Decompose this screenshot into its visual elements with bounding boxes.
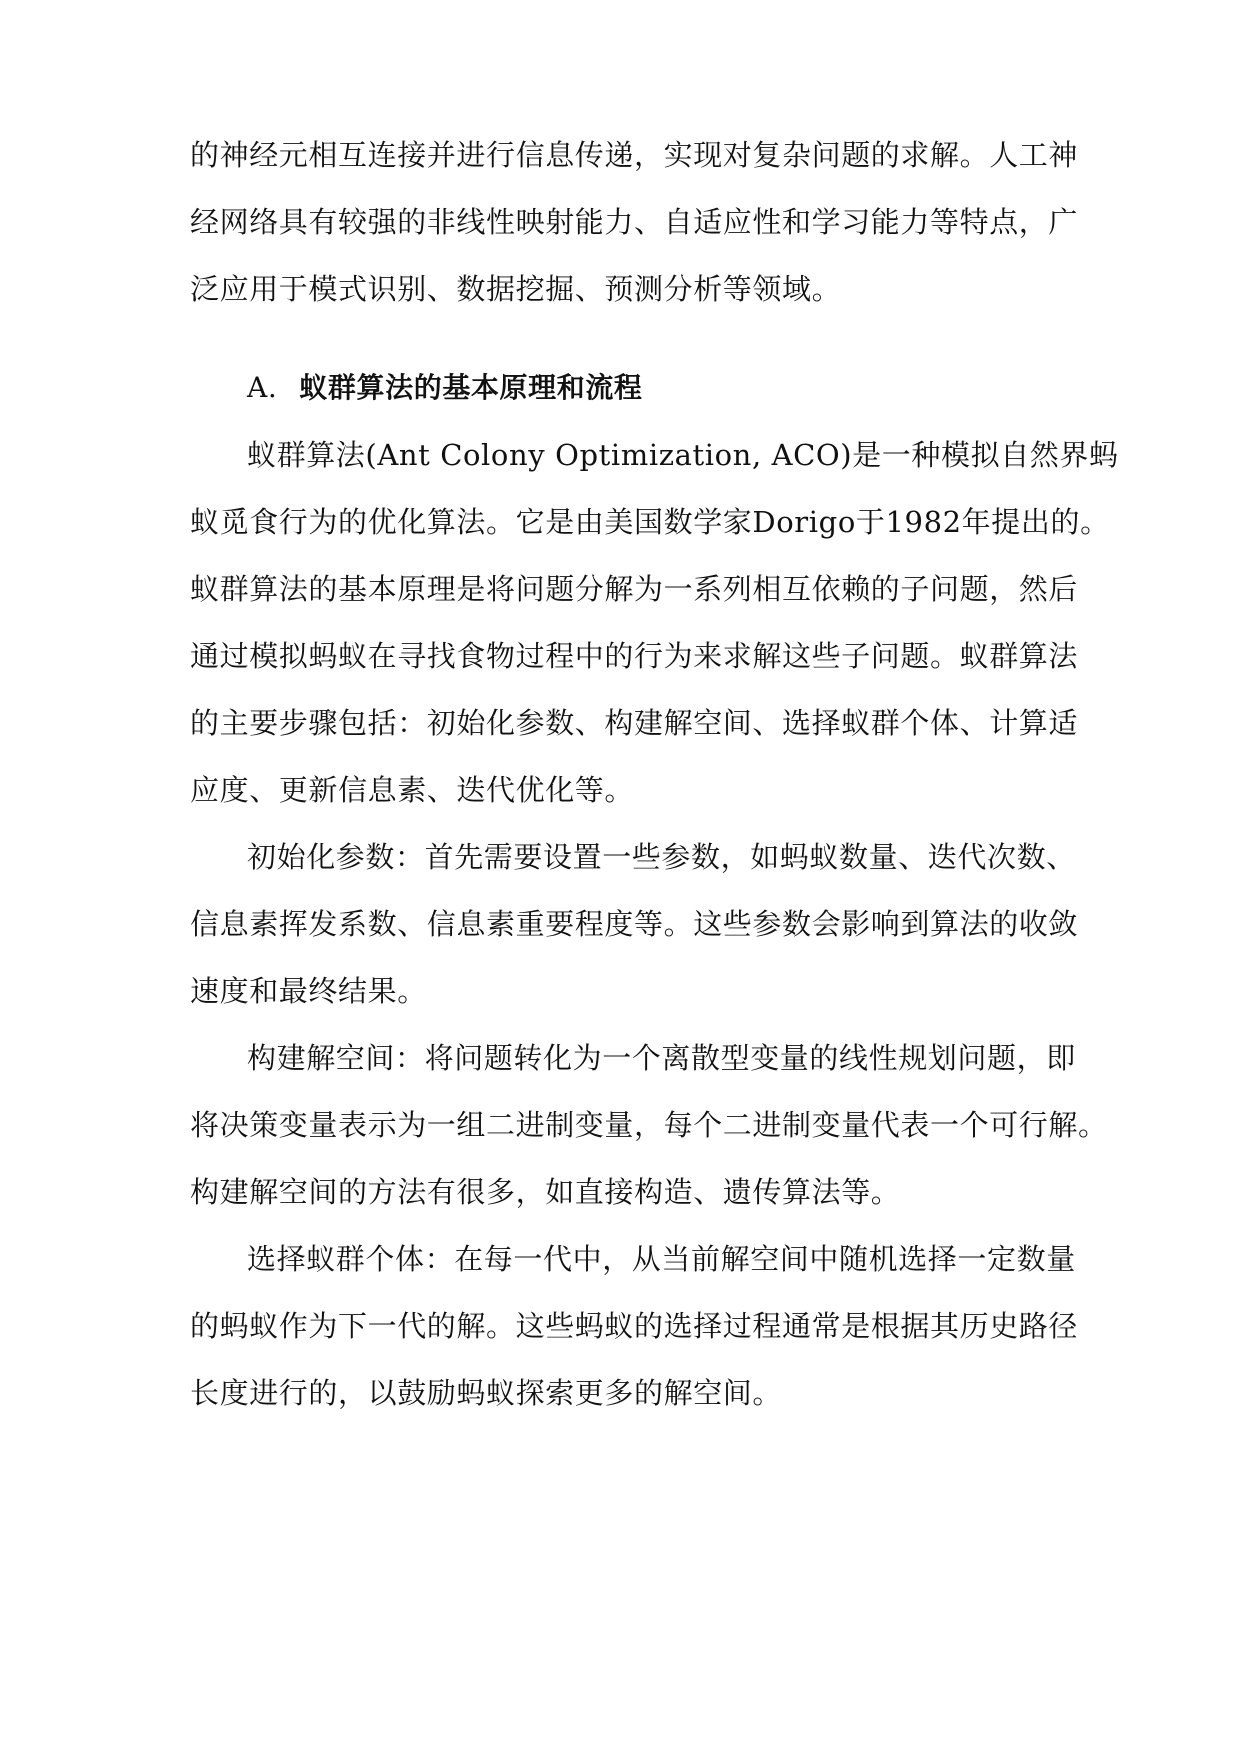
select-individuals-line-3: 长度进行的，以鼓励蚂蚁探索更多的解空间。 (190, 1376, 783, 1410)
aco-overview-line-2: 蚁觅食行为的优化算法。它是由美国数学家Dorigo于1982年提出的。 (190, 505, 1110, 539)
aco-overview-line-1: 蚁群算法(Ant Colony Optimization, ACO)是一种模拟自然界蚂 (247, 438, 1119, 472)
init-params-line-1: 初始化参数：首先需要设置一些参数，如蚂蚁数量、迭代次数、 (247, 840, 1076, 874)
aco-overview-line-5: 的主要步骤包括：初始化参数、构建解空间、选择蚁群个体、计算适 (190, 706, 1079, 740)
intro-line-2: 经网络具有较强的非线性映射能力、自适应性和学习能力等特点，广 (190, 205, 1079, 239)
section-heading (247, 368, 643, 408)
select-individuals-line-1: 选择蚁群个体：在每一代中，从当前解空间中随机选择一定数量 (247, 1242, 1076, 1276)
aco-overview-line-3: 蚁群算法的基本原理是将问题分解为一系列相互依赖的子问题，然后 (190, 572, 1079, 606)
select-individuals-line-2: 的蚂蚁作为下一代的解。这些蚂蚁的选择过程通常是根据其历史路径 (190, 1309, 1079, 1343)
section-heading-prefix: A. (247, 371, 278, 404)
init-params-line-3: 速度和最终结果。 (190, 974, 427, 1008)
aco-overview-line-6: 应度、更新信息素、迭代优化等。 (190, 773, 635, 807)
section-heading-title: 蚁群算法的基本原理和流程 (299, 371, 643, 404)
intro-line-3: 泛应用于模式识别、数据挖掘、预测分析等领域。 (190, 272, 842, 306)
build-space-line-1: 构建解空间：将问题转化为一个离散型变量的线性规划问题，即 (247, 1041, 1076, 1075)
build-space-line-2: 将决策变量表示为一组二进制变量，每个二进制变量代表一个可行解。 (190, 1108, 1108, 1142)
build-space-line-3: 构建解空间的方法有很多，如直接构造、遗传算法等。 (190, 1175, 901, 1209)
init-params-line-2: 信息素挥发系数、信息素重要程度等。这些参数会影响到算法的收敛 (190, 907, 1079, 941)
intro-line-1: 的神经元相互连接并进行信息传递，实现对复杂问题的求解。人工神 (190, 138, 1079, 172)
aco-overview-line-4: 通过模拟蚂蚁在寻找食物过程中的行为来求解这些子问题。蚁群算法 (190, 639, 1079, 673)
